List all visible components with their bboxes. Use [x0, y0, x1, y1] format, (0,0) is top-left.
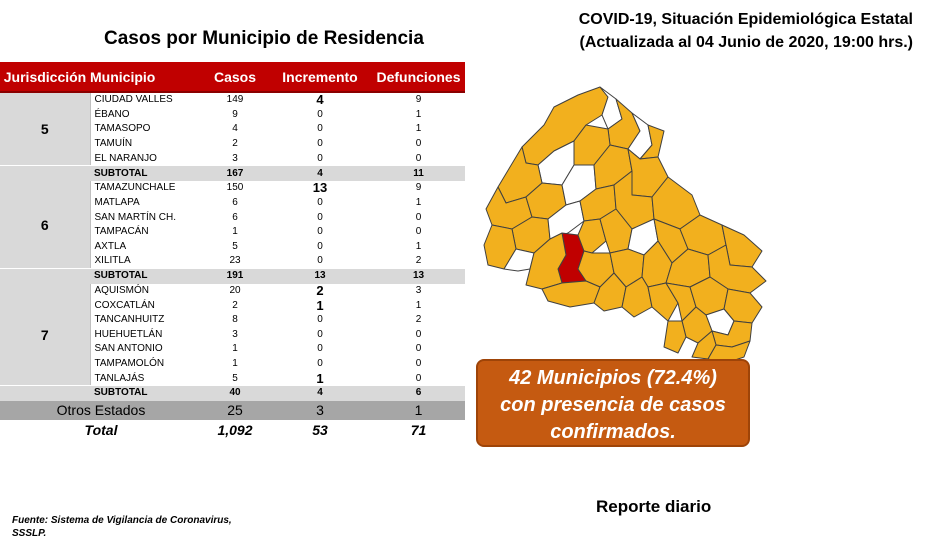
incremento-cell: 0 — [317, 226, 323, 238]
defunciones-cell: 1 — [415, 196, 422, 208]
subtotal-row — [0, 269, 465, 284]
subtotal-label: SUBTOTAL — [90, 269, 202, 284]
casos-cell: 2 — [232, 138, 238, 150]
map-region — [664, 321, 686, 353]
municipio-cell: COXCATLÁN — [94, 299, 155, 311]
header-defunciones: Defunciones — [372, 62, 465, 92]
otros-estados-row — [0, 401, 465, 420]
municipio-cell: TAMAZUNCHALE — [94, 182, 176, 194]
municipio-cell: SAN MARTÍN CH. — [94, 211, 176, 223]
total-row — [0, 420, 465, 440]
defunciones-cell: 2 — [415, 314, 422, 326]
municipio-cell: AXTLA — [94, 240, 127, 252]
subtotal-spacer — [0, 386, 90, 401]
municipios-callout — [476, 359, 750, 447]
municipio-cell: SAN ANTONIO — [94, 343, 163, 355]
otros-label: Otros Estados — [0, 401, 202, 420]
incremento-cell: 0 — [317, 255, 323, 267]
casos-cell: 6 — [232, 211, 238, 223]
subtotal-incremento: 4 — [268, 166, 372, 181]
subtotal-casos: 191 — [202, 269, 268, 284]
incremento-cell: 0 — [317, 314, 323, 326]
incremento-cell: 0 — [317, 123, 323, 135]
casos-cell: 1 — [232, 226, 238, 238]
otros-incremento: 3 — [268, 401, 372, 420]
cases-table — [0, 62, 465, 440]
municipio-cell: EL NARANJO — [94, 152, 157, 164]
table-header-row — [0, 62, 465, 92]
casos-cell: 1 — [232, 343, 238, 355]
subtotal-defunciones: 6 — [372, 386, 465, 401]
table-row — [0, 92, 465, 108]
municipio-cell: TAMASOPO — [94, 123, 151, 135]
subtotal-label: SUBTOTAL — [90, 386, 202, 401]
total-casos: 1,092 — [217, 421, 253, 438]
header-jurisdiccion: Jurisdicción — [0, 62, 90, 92]
report-title — [579, 8, 913, 54]
cases-table-container — [0, 62, 465, 440]
source-line1: Fuente: Sistema de Vigilancia de Coronavirus, — [12, 515, 232, 526]
incremento-cell: 13 — [312, 180, 328, 196]
casos-cell: 20 — [229, 285, 241, 297]
casos-cell: 4 — [232, 123, 238, 135]
incremento-cell: 1 — [316, 297, 324, 313]
header-incremento: Incremento — [268, 62, 372, 92]
casos-cell: 9 — [232, 108, 238, 120]
table-title: Casos por Municipio de Residencia — [104, 28, 424, 49]
municipio-cell: TAMUÍN — [94, 138, 133, 150]
defunciones-cell: 0 — [415, 328, 422, 340]
defunciones-cell: 2 — [415, 255, 422, 267]
incremento-cell: 1 — [316, 370, 324, 386]
defunciones-cell: 0 — [415, 152, 422, 164]
defunciones-cell: 0 — [415, 357, 422, 369]
municipio-cell: TAMPAMOLÓN — [94, 357, 165, 369]
report-title-line1: COVID-19, Situación Epidemiológica Estatal — [578, 11, 913, 28]
table-body — [0, 92, 465, 440]
casos-cell: 3 — [232, 152, 238, 164]
incremento-cell: 0 — [317, 240, 323, 252]
defunciones-cell: 1 — [415, 108, 422, 120]
municipio-cell: AQUISMÓN — [94, 285, 149, 297]
state-map — [482, 85, 782, 367]
defunciones-cell: 1 — [415, 299, 422, 311]
defunciones-cell: 0 — [415, 372, 422, 384]
daily-report-label: Reporte diario — [596, 497, 712, 516]
total-defunciones: 71 — [410, 421, 427, 438]
casos-cell: 5 — [232, 240, 238, 252]
jurisdiccion-cell: 5 — [0, 92, 90, 166]
header-casos: Casos — [202, 62, 268, 92]
incremento-cell: 0 — [317, 343, 323, 355]
subtotal-incremento: 4 — [268, 386, 372, 401]
defunciones-cell: 9 — [415, 94, 422, 106]
incremento-cell: 0 — [317, 196, 323, 208]
municipio-cell: TANCANHUITZ — [94, 314, 165, 326]
incremento-cell: 4 — [316, 92, 324, 108]
subtotal-casos: 167 — [202, 166, 268, 181]
jurisdiccion-cell: 7 — [0, 284, 90, 386]
callout-line2: con presencia de casos — [500, 394, 726, 416]
defunciones-cell: 0 — [415, 343, 422, 355]
subtotal-row — [0, 386, 465, 401]
defunciones-cell: 1 — [415, 123, 422, 135]
defunciones-cell: 0 — [415, 226, 422, 238]
casos-cell: 149 — [226, 94, 244, 106]
subtotal-spacer — [0, 166, 90, 181]
header-municipio: Municipio — [90, 62, 202, 92]
municipio-cell: CIUDAD VALLES — [94, 94, 173, 106]
casos-cell: 5 — [232, 372, 238, 384]
jurisdiccion-cell: 6 — [0, 181, 90, 269]
subtotal-defunciones: 13 — [372, 269, 465, 284]
subtotal-casos: 40 — [202, 386, 268, 401]
casos-cell: 1 — [232, 357, 238, 369]
incremento-cell: 0 — [317, 108, 323, 120]
casos-cell: 6 — [232, 196, 238, 208]
otros-defunciones: 1 — [372, 401, 465, 420]
total-incremento: 53 — [312, 421, 328, 438]
otros-casos: 25 — [202, 401, 268, 420]
subtotal-defunciones: 11 — [372, 166, 465, 181]
total-label: Total — [84, 421, 118, 438]
incremento-cell: 0 — [317, 152, 323, 164]
municipio-cell: XILITLA — [94, 255, 131, 267]
incremento-cell: 0 — [317, 357, 323, 369]
source-line2: SSSLP. — [12, 528, 47, 539]
subtotal-spacer — [0, 269, 90, 284]
subtotal-label: SUBTOTAL — [90, 166, 202, 181]
subtotal-row — [0, 166, 465, 181]
defunciones-cell: 3 — [415, 285, 422, 297]
incremento-cell: 0 — [317, 328, 323, 340]
source-note — [12, 514, 232, 540]
report-title-line2: (Actualizada al 04 Junio de 2020, 19:00 hrs.) — [579, 34, 913, 51]
casos-cell: 150 — [226, 182, 244, 194]
table-row — [0, 284, 465, 299]
defunciones-cell: 9 — [415, 182, 422, 194]
casos-cell: 3 — [232, 328, 238, 340]
municipio-cell: HUEHUETLÁN — [94, 328, 163, 340]
callout-line3: confirmados. — [550, 421, 676, 443]
municipio-cell: TANLAJÁS — [94, 372, 145, 384]
incremento-cell: 0 — [317, 211, 323, 223]
callout-line1: 42 Municipios (72.4%) — [509, 367, 717, 389]
municipio-cell: MATLAPA — [94, 196, 140, 208]
municipio-cell: ÉBANO — [94, 108, 130, 120]
table-row — [0, 181, 465, 196]
municipio-cell: TAMPACÁN — [94, 226, 149, 238]
incremento-cell: 2 — [316, 283, 324, 299]
casos-cell: 2 — [232, 299, 238, 311]
defunciones-cell: 0 — [415, 138, 422, 150]
defunciones-cell: 0 — [415, 211, 422, 223]
defunciones-cell: 1 — [415, 240, 422, 252]
incremento-cell: 0 — [317, 138, 323, 150]
subtotal-incremento: 13 — [268, 269, 372, 284]
casos-cell: 8 — [232, 314, 238, 326]
casos-cell: 23 — [229, 255, 241, 267]
